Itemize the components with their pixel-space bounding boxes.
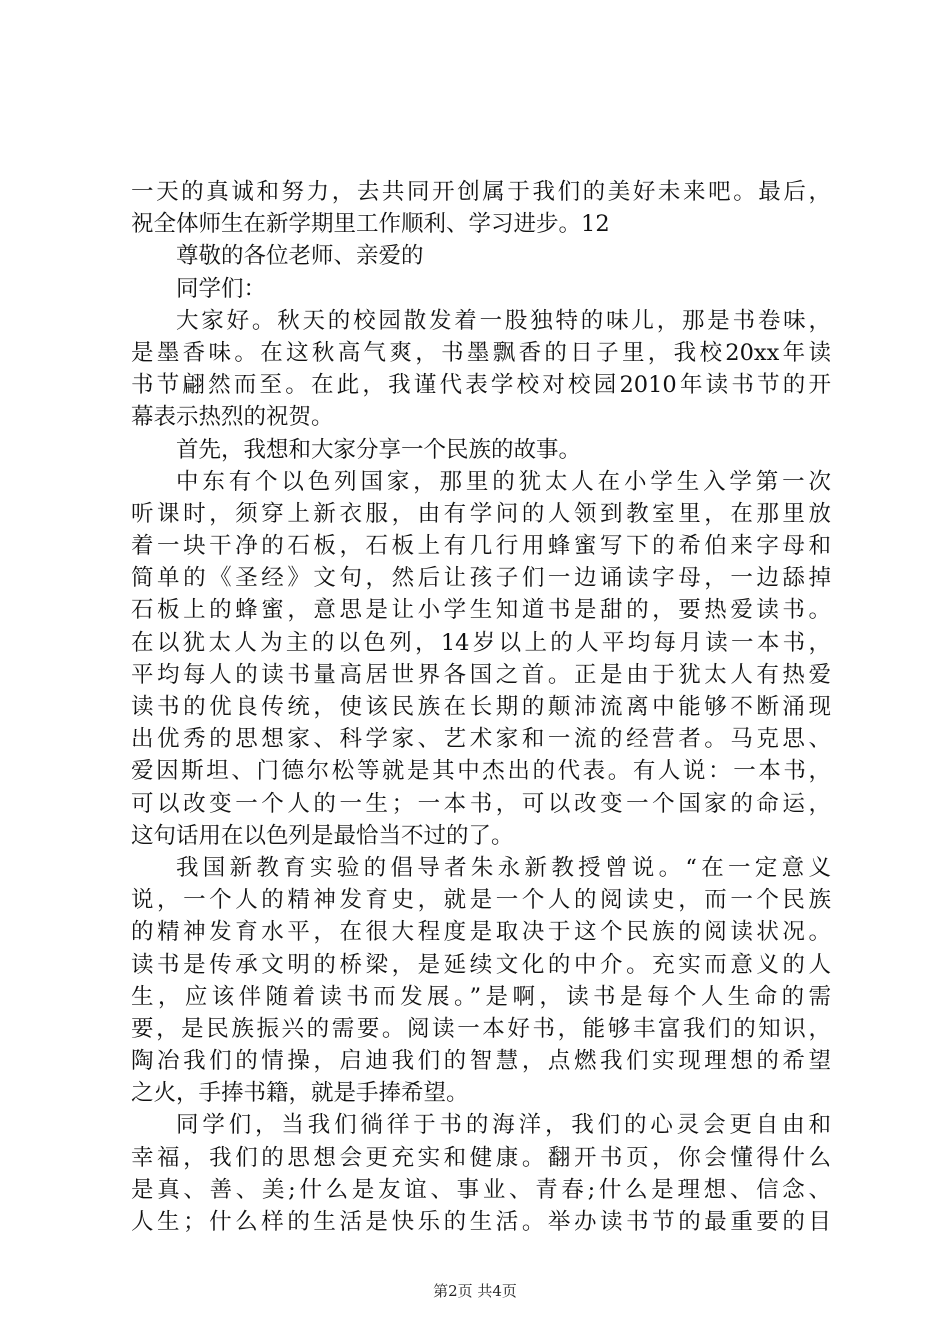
- text-line: 的精神发育水平，在很大程度是取决于这个民族的阅读状况。: [131, 919, 831, 946]
- text-line: 幕表示热烈的祝贺。: [131, 404, 334, 431]
- text-line: 幸福，我们的思想会更充实和健康。翻开书页，你会懂得什么: [131, 1144, 831, 1171]
- text-line: 这句话用在以色列是最恰当不过的了。: [131, 822, 514, 849]
- text-line: 大家好。秋天的校园散发着一股独特的味儿，那是书卷味，: [176, 307, 831, 334]
- text-line: 爱因斯坦、门德尔松等就是其中杰出的代表。有人说：一本书，: [131, 758, 831, 785]
- text-line: 石板上的蜂蜜，意思是让小学生知道书是甜的，要热爱读书。: [131, 597, 831, 624]
- text-line: 平均每人的读书量高居世界各国之首。正是由于犹太人有热爱: [131, 661, 831, 688]
- text-line: 出优秀的思想家、科学家、艺术家和一流的经营者。马克思、: [131, 726, 831, 753]
- page-footer: 第2页 共4页: [433, 1282, 517, 1300]
- document-body: [131, 176, 831, 1238]
- text-line: 生，应该伴随着读书而发展。”是啊，读书是每个人生命的需: [131, 983, 831, 1010]
- text-line: 说，一个人的精神发育史，就是一个人的阅读史，而一个民族: [131, 887, 831, 914]
- text-line: 读书是传承文明的桥梁，是延续文化的中介。充实而意义的人: [131, 951, 831, 978]
- text-line: 在以犹太人为主的以色列，14岁以上的人平均每月读一本书，: [131, 629, 831, 656]
- text-line: 读书的优良传统，使该民族在长期的颠沛流离中能够不断涌现: [131, 694, 831, 720]
- text-line: 中东有个以色列国家，那里的犹太人在小学生入学第一次: [176, 468, 831, 495]
- text-line: 要，是民族振兴的需要。阅读一本好书，能够丰富我们的知识，: [131, 1015, 831, 1042]
- text-line: 一天的真诚和努力，去共同开创属于我们的美好未来吧。最后，: [131, 179, 831, 205]
- text-line: 首先，我想和大家分享一个民族的故事。: [176, 436, 582, 463]
- text-line: 着一块干净的石板，石板上有几行用蜂蜜写下的希伯来字母和: [131, 533, 831, 560]
- text-line: 同学们：: [176, 275, 267, 302]
- text-line: 尊敬的各位老师、亲爱的: [176, 243, 424, 270]
- text-line: 是墨香味。在这秋高气爽，书墨飘香的日子里，我校20xx年读: [131, 339, 831, 366]
- text-line: 之火，手捧书籍，就是手捧希望。: [131, 1080, 469, 1107]
- text-line: 书节翩然而至。在此，我谨代表学校对校园2010年读书节的开: [131, 372, 831, 399]
- text-line: 简单的《圣经》文句，然后让孩子们一边诵读字母，一边舔掉: [131, 565, 831, 592]
- text-line: 听课时，须穿上新衣服，由有学问的人领到教室里，在那里放: [131, 500, 831, 527]
- text-line: 祝全体师生在新学期里工作顺利、学习进步。12: [131, 211, 610, 238]
- text-line: 我国新教育实验的倡导者朱永新教授曾说。“在一定意义: [176, 854, 831, 881]
- text-line: 是真、善、美;什么是友谊、事业、青春;什么是理想、信念、: [131, 1176, 831, 1203]
- text-line: 人生；什么样的生活是快乐的生活。举办读书节的最重要的目: [131, 1209, 831, 1235]
- text-line: 同学们，当我们徜徉于书的海洋，我们的心灵会更自由和: [176, 1112, 831, 1139]
- text-line: 可以改变一个人的一生；一本书，可以改变一个国家的命运，: [131, 790, 831, 817]
- text-line: 陶冶我们的情操，启迪我们的智慧，点燃我们实现理想的希望: [131, 1048, 831, 1075]
